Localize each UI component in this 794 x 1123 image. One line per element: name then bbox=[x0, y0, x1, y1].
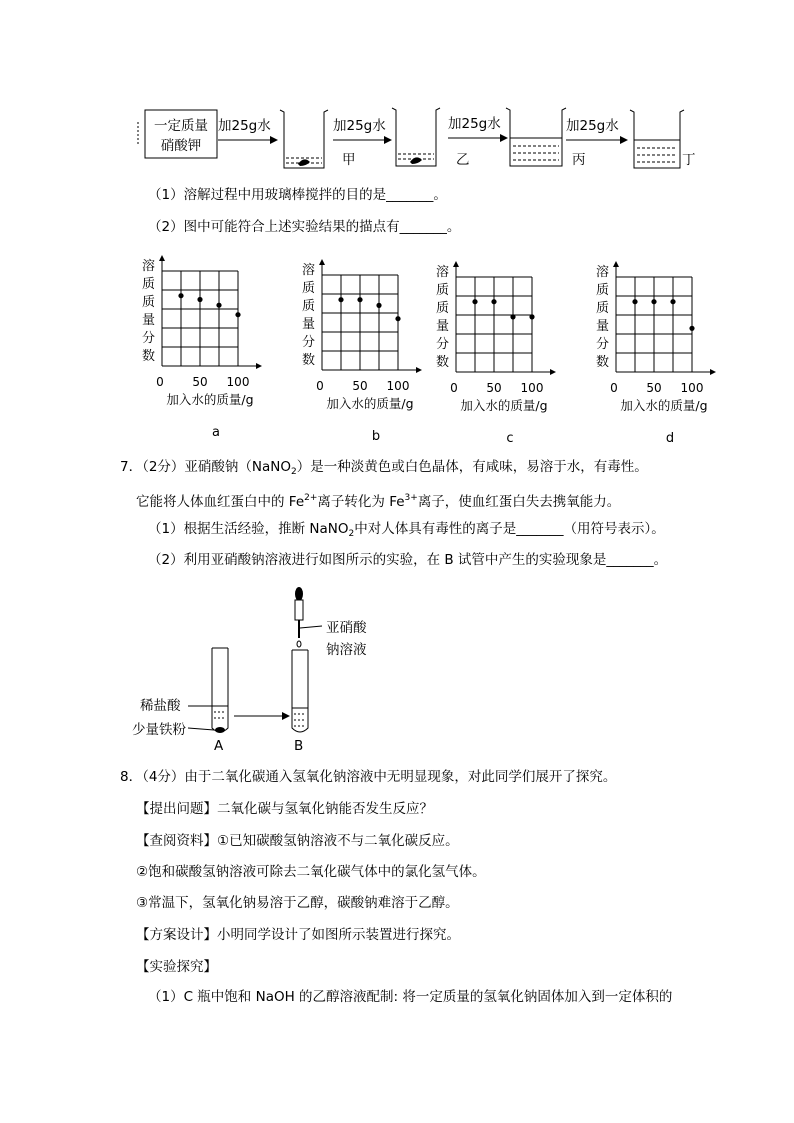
dropper-label-line1: 亚硝酸 bbox=[326, 620, 367, 636]
chart-c bbox=[434, 260, 574, 450]
add-water-label-2: 加25g水 bbox=[333, 118, 386, 134]
q8-line4: ②饱和碳酸氢钠溶液可除去二氧化碳气体中的氯化氢气体。 bbox=[136, 864, 486, 880]
chart-caption: c bbox=[506, 431, 514, 446]
y-axis-arrow bbox=[319, 259, 325, 265]
ylabel-char: 质 bbox=[302, 281, 316, 296]
beaker-bing bbox=[506, 108, 566, 166]
add-water-label-4: 加25g水 bbox=[566, 118, 619, 134]
ylabel-char: 量 bbox=[436, 319, 450, 334]
chart-d bbox=[594, 260, 734, 450]
q8-line2: 【提出问题】二氧化碳与氢氧化钠能否发生反应？ bbox=[136, 801, 433, 817]
x-axis-arrow bbox=[550, 369, 556, 375]
q8-line5: ③常温下，氢氧化钠易溶于乙醇，碳酸钠难溶于乙醇。 bbox=[136, 895, 459, 911]
ylabel-char: 溶 bbox=[302, 263, 316, 278]
q7-part2: （2）利用亚硝酸钠溶液进行如图所示的实验，在 B 试管中产生的实验现象是_______。 bbox=[148, 552, 668, 568]
q8-line3: 【查阅资料】①已知碳酸氢钠溶液不与二氧化碳反应。 bbox=[136, 833, 459, 849]
dropper bbox=[295, 587, 322, 647]
ylabel-char: 量 bbox=[302, 317, 316, 332]
x-tick-label: 0 bbox=[610, 381, 618, 395]
q7-line2: 它能将人体血红蛋白中的 $Fe^{2+}$离子转化为 $Fe^{3+}$离子，使血红蛋白失去携氧能力。 bbox=[136, 493, 621, 510]
data-point bbox=[357, 297, 362, 302]
x-tick-label: 0 bbox=[316, 379, 324, 393]
tube-a-label: A bbox=[214, 738, 224, 754]
test-tube-b bbox=[292, 650, 308, 732]
x-tick-label: 50 bbox=[192, 375, 208, 389]
x-axis-label: 加入水的质量/g bbox=[166, 392, 254, 407]
data-point bbox=[689, 326, 694, 331]
x-axis-label: 加入水的质量/g bbox=[460, 398, 548, 413]
y-axis-arrow bbox=[159, 255, 165, 261]
ylabel-char: 分 bbox=[302, 335, 316, 350]
q8-line8: （1）C 瓶中饱和 NaOH 的乙醇溶液配制: 将一定质量的氢氧化钠固体加入到一定体积的 bbox=[148, 989, 673, 1005]
q8-line1: 8．（4分）由于二氧化碳通入氢氧化钠溶液中无明显现象，对此同学们展开了探究。 bbox=[120, 769, 617, 785]
y-axis-arrow bbox=[453, 261, 459, 267]
x-tick-label: 50 bbox=[352, 379, 368, 393]
add-water-label-3: 加25g水 bbox=[448, 116, 501, 132]
box-label-line2: 硝酸钾 bbox=[160, 138, 202, 154]
ylabel-char: 质 bbox=[142, 295, 156, 310]
x-tick-label: 50 bbox=[646, 381, 662, 395]
ylabel-char: 溶 bbox=[436, 265, 450, 280]
q7-part1: （1）根据生活经验，推断 NaNO$_2$中对人体具有毒性的离子是_______（用符号表示）。 bbox=[148, 521, 665, 539]
data-point bbox=[216, 303, 221, 308]
data-point bbox=[651, 299, 656, 304]
ylabel-char: 数 bbox=[302, 353, 316, 368]
x-tick-label: 100 bbox=[680, 381, 704, 395]
x-tick-label: 100 bbox=[226, 375, 250, 389]
acid-label: 稀盐酸 bbox=[140, 698, 181, 714]
q8-line7: 【实验探究】 bbox=[136, 959, 217, 975]
q7-line1: 7．（2分）亚硝酸钠（NaNO$_2$）是一种淡黄色或白色晶体，有咸味，易溶于水，有毒性。 bbox=[120, 459, 648, 477]
data-point bbox=[376, 303, 381, 308]
x-axis-arrow bbox=[416, 367, 422, 373]
dropper-label-line2: 钠溶液 bbox=[326, 642, 367, 658]
beaker-jia bbox=[280, 110, 328, 168]
ylabel-char: 质 bbox=[302, 299, 316, 314]
x-tick-label: 0 bbox=[156, 375, 164, 389]
x-axis-label: 加入水的质量/g bbox=[326, 396, 414, 411]
test-tube-diagram bbox=[130, 582, 410, 757]
chart-caption: a bbox=[212, 425, 220, 440]
data-point bbox=[338, 297, 343, 302]
tube-b-label: B bbox=[294, 738, 304, 754]
ylabel-char: 数 bbox=[142, 349, 156, 364]
x-tick-label: 0 bbox=[450, 381, 458, 395]
data-point bbox=[472, 299, 477, 304]
ylabel-char: 量 bbox=[596, 319, 610, 334]
chart-caption: b bbox=[371, 429, 381, 444]
ylabel-char: 质 bbox=[596, 283, 610, 298]
ylabel-char: 质 bbox=[436, 283, 450, 298]
data-point bbox=[235, 312, 240, 317]
x-axis-label: 加入水的质量/g bbox=[620, 398, 708, 413]
ylabel-char: 分 bbox=[142, 331, 156, 346]
ylabel-char: 质 bbox=[596, 301, 610, 316]
test-tube-a bbox=[212, 648, 228, 733]
beaker-ding bbox=[630, 110, 684, 168]
data-point bbox=[510, 314, 515, 319]
iron-label: 少量铁粉 bbox=[132, 722, 186, 738]
data-point bbox=[670, 299, 675, 304]
chart-caption: d bbox=[665, 431, 675, 446]
box-label-line1: 一定质量 bbox=[154, 118, 208, 134]
add-water-label-1: 加25g水 bbox=[218, 118, 271, 134]
data-point bbox=[197, 297, 202, 302]
data-point bbox=[491, 299, 496, 304]
data-point bbox=[529, 314, 534, 319]
x-axis-arrow bbox=[256, 363, 262, 369]
x-tick-label: 50 bbox=[486, 381, 502, 395]
q6-part1: （1）溶解过程中用玻璃棒搅拌的目的是_______。 bbox=[148, 187, 447, 203]
beaker-label-bing: 丙 bbox=[572, 152, 586, 168]
ylabel-char: 分 bbox=[596, 337, 610, 352]
ylabel-char: 质 bbox=[436, 301, 450, 316]
chart-b bbox=[300, 258, 440, 448]
chart-a bbox=[140, 254, 280, 444]
ylabel-char: 数 bbox=[596, 355, 610, 370]
q8-line6: 【方案设计】小明同学设计了如图所示装置进行探究。 bbox=[136, 927, 460, 943]
data-point bbox=[632, 299, 637, 304]
beaker-label-ding: 丁 bbox=[682, 152, 696, 168]
ylabel-char: 溶 bbox=[142, 259, 156, 274]
q6-part2: （2）图中可能符合上述实验结果的描点有_______。 bbox=[148, 219, 461, 235]
ylabel-char: 质 bbox=[142, 277, 156, 292]
data-point bbox=[395, 316, 400, 321]
beaker-label-yi: 乙 bbox=[456, 152, 470, 168]
beaker-yi bbox=[392, 108, 440, 166]
x-axis-arrow bbox=[710, 369, 716, 375]
x-tick-label: 100 bbox=[386, 379, 410, 393]
ylabel-char: 数 bbox=[436, 355, 450, 370]
y-axis-arrow bbox=[613, 261, 619, 267]
x-tick-label: 100 bbox=[520, 381, 544, 395]
ylabel-char: 分 bbox=[436, 337, 450, 352]
ylabel-char: 溶 bbox=[596, 265, 610, 280]
ylabel-char: 量 bbox=[142, 313, 156, 328]
beaker-label-jia: 甲 bbox=[342, 152, 356, 168]
data-point bbox=[178, 293, 183, 298]
dissolution-process-diagram bbox=[130, 100, 710, 180]
